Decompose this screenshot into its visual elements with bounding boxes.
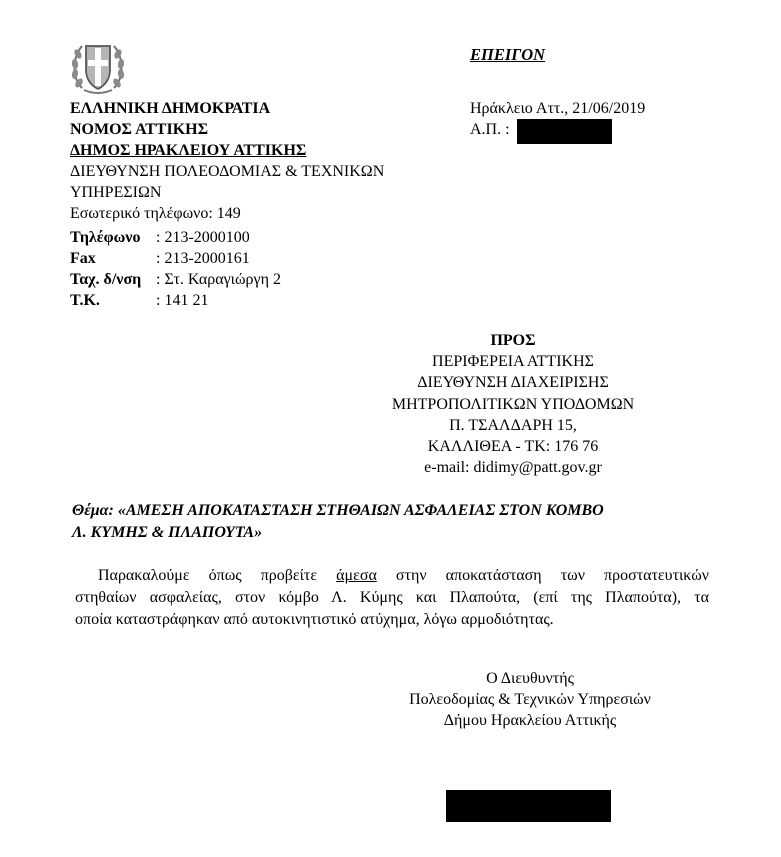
recipient-line: ΠΕΡΙΦΕΡΕΙΑ ΑΤΤΙΚΗΣ bbox=[432, 353, 594, 371]
body-line bbox=[75, 565, 709, 587]
body-text: Παρακαλούμε όπως προβείτε bbox=[98, 567, 337, 584]
contact-label: Fax bbox=[70, 250, 96, 267]
contact-value: : 141 21 bbox=[156, 292, 209, 309]
subject-label: Θέμα: bbox=[72, 502, 114, 519]
contact-address bbox=[70, 269, 281, 290]
sender-internal-phone: Εσωτερικό τηλέφωνο: 149 bbox=[70, 205, 241, 222]
recipient-email: e-mail: didimy@patt.gov.gr bbox=[424, 459, 602, 477]
recipient-line: ΚΑΛΛΙΘΕΑ - ΤΚ: 176 76 bbox=[427, 437, 599, 455]
greek-coat-of-arms-icon bbox=[70, 38, 126, 96]
recipient-block bbox=[358, 330, 668, 478]
place-date: Ηράκλειο Αττ., 21/06/2019 bbox=[470, 100, 646, 117]
sender-department-line2: ΥΠΗΡΕΣΙΩΝ bbox=[70, 184, 162, 201]
sender-contacts bbox=[70, 227, 281, 311]
signature-municipality: Δήμου Ηρακλείου Αττικής bbox=[443, 712, 617, 729]
recipient-line: Π. ΤΣΑΛΔΑΡΗ 15, bbox=[449, 416, 577, 434]
sender-prefecture: ΝΟΜΟΣ ΑΤΤΙΚΗΣ bbox=[70, 121, 209, 138]
sender-department-line1: ΔΙΕΥΘΥΝΣΗ ΠΟΛΕΟΔΟΜΙΑΣ & ΤΕΧΝΙΚΩΝ bbox=[70, 163, 385, 180]
redacted-signature bbox=[446, 790, 611, 822]
sender-country: ΕΛΛΗΝΙΚΗ ΔΗΜΟΚΡΑΤΙΑ bbox=[70, 100, 271, 117]
recipient-line: ΜΗΤΡΟΠΟΛΙΤΙΚΩΝ ΥΠΟΔΟΜΩΝ bbox=[391, 395, 635, 413]
subject bbox=[72, 500, 712, 544]
contact-fax bbox=[70, 248, 281, 269]
recipient-line: ΔΙΕΥΘΥΝΣΗ ΔΙΑΧΕΙΡΙΣΗΣ bbox=[417, 374, 609, 392]
body-text: στην αποκατάσταση των προστατευτικών bbox=[376, 567, 709, 584]
contact-postal-code bbox=[70, 290, 281, 311]
contact-phone bbox=[70, 227, 281, 248]
contact-value: : 213-2000100 bbox=[156, 229, 250, 246]
subject-text-line2: Λ. ΚΥΜΗΣ & ΠΛΑΠΟΥΤΑ» bbox=[72, 524, 263, 541]
urgent-mark: ΕΠΕΙΓΟΝ bbox=[470, 45, 546, 64]
contact-label: Ταχ. δ/νση bbox=[70, 271, 142, 288]
contact-label: Τ.Κ. bbox=[70, 292, 100, 309]
contact-label: Τηλέφωνο bbox=[70, 229, 141, 246]
contact-value: : Στ. Καραγιώργη 2 bbox=[156, 271, 281, 288]
signature-block bbox=[380, 668, 680, 731]
body-line: οποία καταστράφηκαν από αυτοκινητιστικό ατύχημα, λόγω αρμοδιότητας. bbox=[75, 611, 554, 628]
redacted-protocol-number bbox=[517, 119, 612, 144]
body-line: στηθαίων ασφαλείας, στον κόμβο Λ. Κύμης και Πλαπούτα, (επί της Πλαπούτα), τα bbox=[75, 589, 709, 606]
body-emphasis: άμεσα bbox=[336, 567, 377, 584]
sender-municipality: ΔΗΜΟΣ ΗΡΑΚΛΕΙΟΥ ΑΤΤΙΚΗΣ bbox=[70, 142, 307, 159]
recipient-heading: ΠΡΟΣ bbox=[490, 332, 536, 349]
body-paragraph bbox=[75, 565, 709, 631]
contact-value: : 213-2000161 bbox=[156, 250, 250, 267]
sender-block bbox=[70, 98, 384, 224]
signature-title: Ο Διευθυντής bbox=[486, 670, 574, 687]
protocol-number-label: Α.Π. : bbox=[470, 121, 510, 138]
signature-department: Πολεοδομίας & Τεχνικών Υπηρεσιών bbox=[409, 691, 651, 708]
subject-text-line1: «ΑΜΕΣΗ ΑΠΟΚΑΤΑΣΤΑΣΗ ΣΤΗΘΑΙΩΝ ΑΣΦΑΛΕΙΑΣ ΣΤΟΝ ΚΟΜΒΟ bbox=[117, 502, 604, 519]
